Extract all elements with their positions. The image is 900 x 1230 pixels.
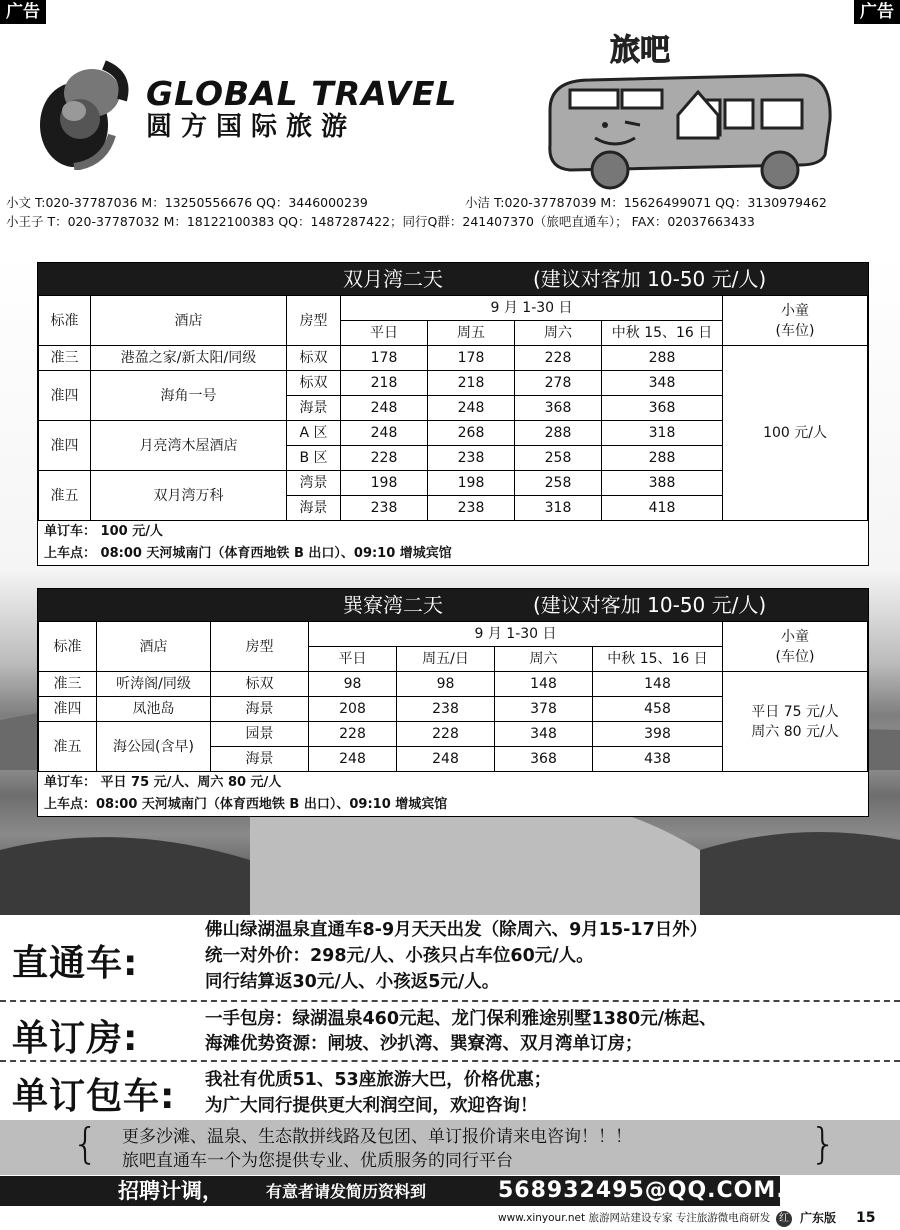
th-child (723, 296, 868, 346)
th-midautumn: 中秋 15、16 日 (602, 321, 723, 346)
cell-price: 368 (515, 396, 602, 421)
cell-price: 238 (397, 697, 495, 722)
contact-line-2: 小王子 T：020-37787032 M：18122100383 QQ：1487287422；同行Q群：241407370（旅吧直通车）； FAX：02037663433 (6, 214, 755, 229)
divider (0, 1000, 900, 1002)
cell-price: 288 (602, 346, 723, 371)
cell-hotel: 港盈之家/新太阳/同级 (91, 346, 287, 371)
cell-price: 238 (341, 496, 428, 521)
cell-price: 398 (593, 722, 723, 747)
shuttle-line-2: 统一对外价：298元/人、小孩只占车位60元/人。 (205, 946, 594, 966)
th-room: 房型 (287, 296, 341, 346)
cell-room: A 区 (287, 421, 341, 446)
cell-price: 348 (495, 722, 593, 747)
info-box (0, 1120, 900, 1175)
th-saturday: 周六 (515, 321, 602, 346)
th-date-range: 9 月 1-30 日 (341, 296, 723, 321)
cell-price: 98 (309, 672, 397, 697)
child-price-saturday: 周六 80 元/人 (751, 723, 839, 740)
cell-price: 218 (341, 371, 428, 396)
charter-label: 单订包车: (12, 1076, 176, 1117)
cell-price: 98 (397, 672, 495, 697)
cell-price: 378 (495, 697, 593, 722)
ad-tag-right: 广告 (854, 0, 900, 24)
th-child-label: 小童 (781, 628, 810, 645)
info-line-1: 更多沙滩、温泉、生态散拼线路及包团、单订报价请来电咨询！！！ (122, 1127, 632, 1147)
th-friday: 周五 (428, 321, 515, 346)
contact-line-1-right: 小洁 T:020-37787039 M：15626499071 QQ：3130979462 (465, 195, 827, 210)
info-line-2: 旅吧直通车一个为您提供专业、优质服务的同行平台 (122, 1151, 513, 1171)
cell-price: 248 (341, 396, 428, 421)
th-midautumn: 中秋 15、16 日 (593, 647, 723, 672)
bus-mascot-icon (540, 30, 840, 190)
cell-room: 海景 (287, 496, 341, 521)
cell-room: 园景 (211, 722, 309, 747)
room-label: 单订房: (12, 1018, 139, 1059)
recruit-bar (0, 1176, 786, 1206)
cell-price: 278 (515, 371, 602, 396)
table2-suggest: (建议对客加 10-50 元/人) (533, 593, 767, 617)
cell-room: 标双 (211, 672, 309, 697)
cell-price: 368 (602, 396, 723, 421)
cell-hotel: 听涛阁/同级 (97, 672, 211, 697)
th-room: 房型 (211, 622, 309, 672)
cell-price: 218 (428, 371, 515, 396)
cell-price: 438 (593, 747, 723, 772)
cell-price: 238 (428, 496, 515, 521)
cell-price: 348 (602, 371, 723, 396)
left-brace-icon: { (72, 1119, 99, 1168)
th-weekday: 平日 (309, 647, 397, 672)
cell-price: 248 (428, 396, 515, 421)
cell-price: 318 (602, 421, 723, 446)
child-price-weekday: 平日 75 元/人 (751, 703, 839, 720)
cell-level: 准四 (39, 421, 91, 471)
table1-note-bus: 单订车： 100 元/人 (44, 524, 163, 539)
recruit-text: 有意者请发简历资料到 (266, 1182, 427, 1201)
cell-price: 228 (515, 346, 602, 371)
table1-note-pickup: 上车点： 08:00 天河城南门（体育西地铁 B 出口）、09:10 增城宾馆 (44, 546, 452, 561)
footer-edition: 广东版 (800, 1211, 837, 1225)
cell-level: 准三 (39, 672, 97, 697)
cell-price: 178 (428, 346, 515, 371)
table2-note-bus: 单订车： 平日 75 元/人、周六 80 元/人 (44, 775, 282, 790)
page-number: 15 (856, 1210, 876, 1226)
cell-level: 准四 (39, 697, 97, 722)
cell-price: 388 (602, 471, 723, 496)
cell-price: 198 (341, 471, 428, 496)
table2-title: 巽寮湾二天 (343, 593, 443, 617)
cell-hotel: 凤池岛 (97, 697, 211, 722)
mascot-text: 旅吧 (610, 33, 670, 68)
table2-note-pickup: 上车点：08:00 天河城南门（体育西地铁 B 出口）、09:10 增城宾馆 (44, 797, 448, 812)
cell-room: 湾景 (287, 471, 341, 496)
th-hotel: 酒店 (91, 296, 287, 346)
cell-hotel: 月亮湾木屋酒店 (91, 421, 287, 471)
cell-price: 258 (515, 471, 602, 496)
cell-level: 准五 (39, 722, 97, 772)
cell-child-price: 100 元/人 (723, 346, 868, 521)
table-xunliao-bay (37, 588, 869, 817)
globe-logo-icon (34, 55, 134, 170)
cell-level: 准五 (39, 471, 91, 521)
table1-notes (38, 521, 868, 565)
charter-line-1: 我社有优质51、53座旅游大巴，价格优惠； (205, 1070, 552, 1090)
cell-level: 准三 (39, 346, 91, 371)
table2-notes (38, 772, 868, 816)
shuttle-line-3: 同行结算返30元/人、小孩返5元/人。 (205, 972, 500, 992)
th-fri-sun: 周五/日 (397, 647, 495, 672)
cell-room: 海景 (211, 747, 309, 772)
th-date-range: 9 月 1-30 日 (309, 622, 723, 647)
footer-site[interactable]: www.xinyour.net 旅游网站建设专家 专注旅游微电商研发 (498, 1212, 771, 1224)
table1-title-bar (38, 263, 868, 295)
cell-price: 228 (309, 722, 397, 747)
cell-price: 238 (428, 446, 515, 471)
room-line-2: 海滩优势资源：闸坡、沙扒湾、巽寮湾、双月湾单订房； (205, 1034, 643, 1054)
shuttle-line-1: 佛山绿湖温泉直通车8-9月天天出发（除周六、9月15-17日外） (205, 920, 708, 940)
cell-price: 148 (593, 672, 723, 697)
table1-suggest: (建议对客加 10-50 元/人) (533, 267, 767, 291)
cell-room: 标双 (287, 371, 341, 396)
cell-room: 标双 (287, 346, 341, 371)
right-brace-icon: } (810, 1119, 837, 1168)
charter-line-2: 为广大同行提供更大利润空间，欢迎咨询！ (205, 1096, 538, 1116)
table1-title: 双月湾二天 (343, 267, 443, 291)
th-hotel: 酒店 (97, 622, 211, 672)
th-level: 标准 (39, 622, 97, 672)
brand-name-en: GLOBAL TRAVEL (146, 74, 458, 113)
cell-room: B 区 (287, 446, 341, 471)
th-child-sub: (车位) (775, 648, 815, 665)
footer-badge-icon: 红 (776, 1211, 792, 1227)
cell-price: 268 (428, 421, 515, 446)
cell-hotel: 海角一号 (91, 371, 287, 421)
table-row (39, 346, 868, 371)
table2-title-bar (38, 589, 868, 621)
cell-price: 228 (397, 722, 495, 747)
cell-price: 178 (341, 346, 428, 371)
ad-tag-left: 广告 (0, 0, 46, 24)
cell-price: 258 (515, 446, 602, 471)
brand-name-cn: 圆方国际旅游 (146, 112, 357, 142)
cell-room: 海景 (287, 396, 341, 421)
cell-hotel: 双月湾万科 (91, 471, 287, 521)
recruit-label: 招聘计调， (118, 1179, 223, 1203)
cell-price: 288 (515, 421, 602, 446)
cell-hotel: 海公园(含早) (97, 722, 211, 772)
cell-price: 458 (593, 697, 723, 722)
cell-price: 368 (495, 747, 593, 772)
contact-line-1-left: 小文 T:020-37787036 M：13250556676 QQ：3446000239 (6, 195, 368, 210)
cell-price: 148 (495, 672, 593, 697)
th-saturday: 周六 (495, 647, 593, 672)
th-child-label: 小童 (781, 302, 810, 319)
cell-price: 248 (397, 747, 495, 772)
divider (0, 1060, 900, 1062)
room-line-1: 一手包房：绿湖温泉460元起、龙门保利雅途别墅1380元/栋起、 (205, 1009, 717, 1029)
table-shuangyue-bay (37, 262, 869, 566)
cell-price: 248 (309, 747, 397, 772)
recruit-email[interactable]: 568932495@QQ.COM. (498, 1178, 786, 1203)
cell-price: 208 (309, 697, 397, 722)
cell-price: 418 (602, 496, 723, 521)
cell-room: 海景 (211, 697, 309, 722)
cell-price: 318 (515, 496, 602, 521)
th-weekday: 平日 (341, 321, 428, 346)
cell-price: 248 (341, 421, 428, 446)
cell-child-price (723, 672, 868, 772)
cell-level: 准四 (39, 371, 91, 421)
cell-price: 228 (341, 446, 428, 471)
cell-price: 288 (602, 446, 723, 471)
cell-price: 198 (428, 471, 515, 496)
th-child (723, 622, 868, 672)
shuttle-label: 直通车: (12, 943, 139, 984)
th-level: 标准 (39, 296, 91, 346)
th-child-sub: (车位) (775, 322, 815, 339)
table-row (39, 672, 868, 697)
